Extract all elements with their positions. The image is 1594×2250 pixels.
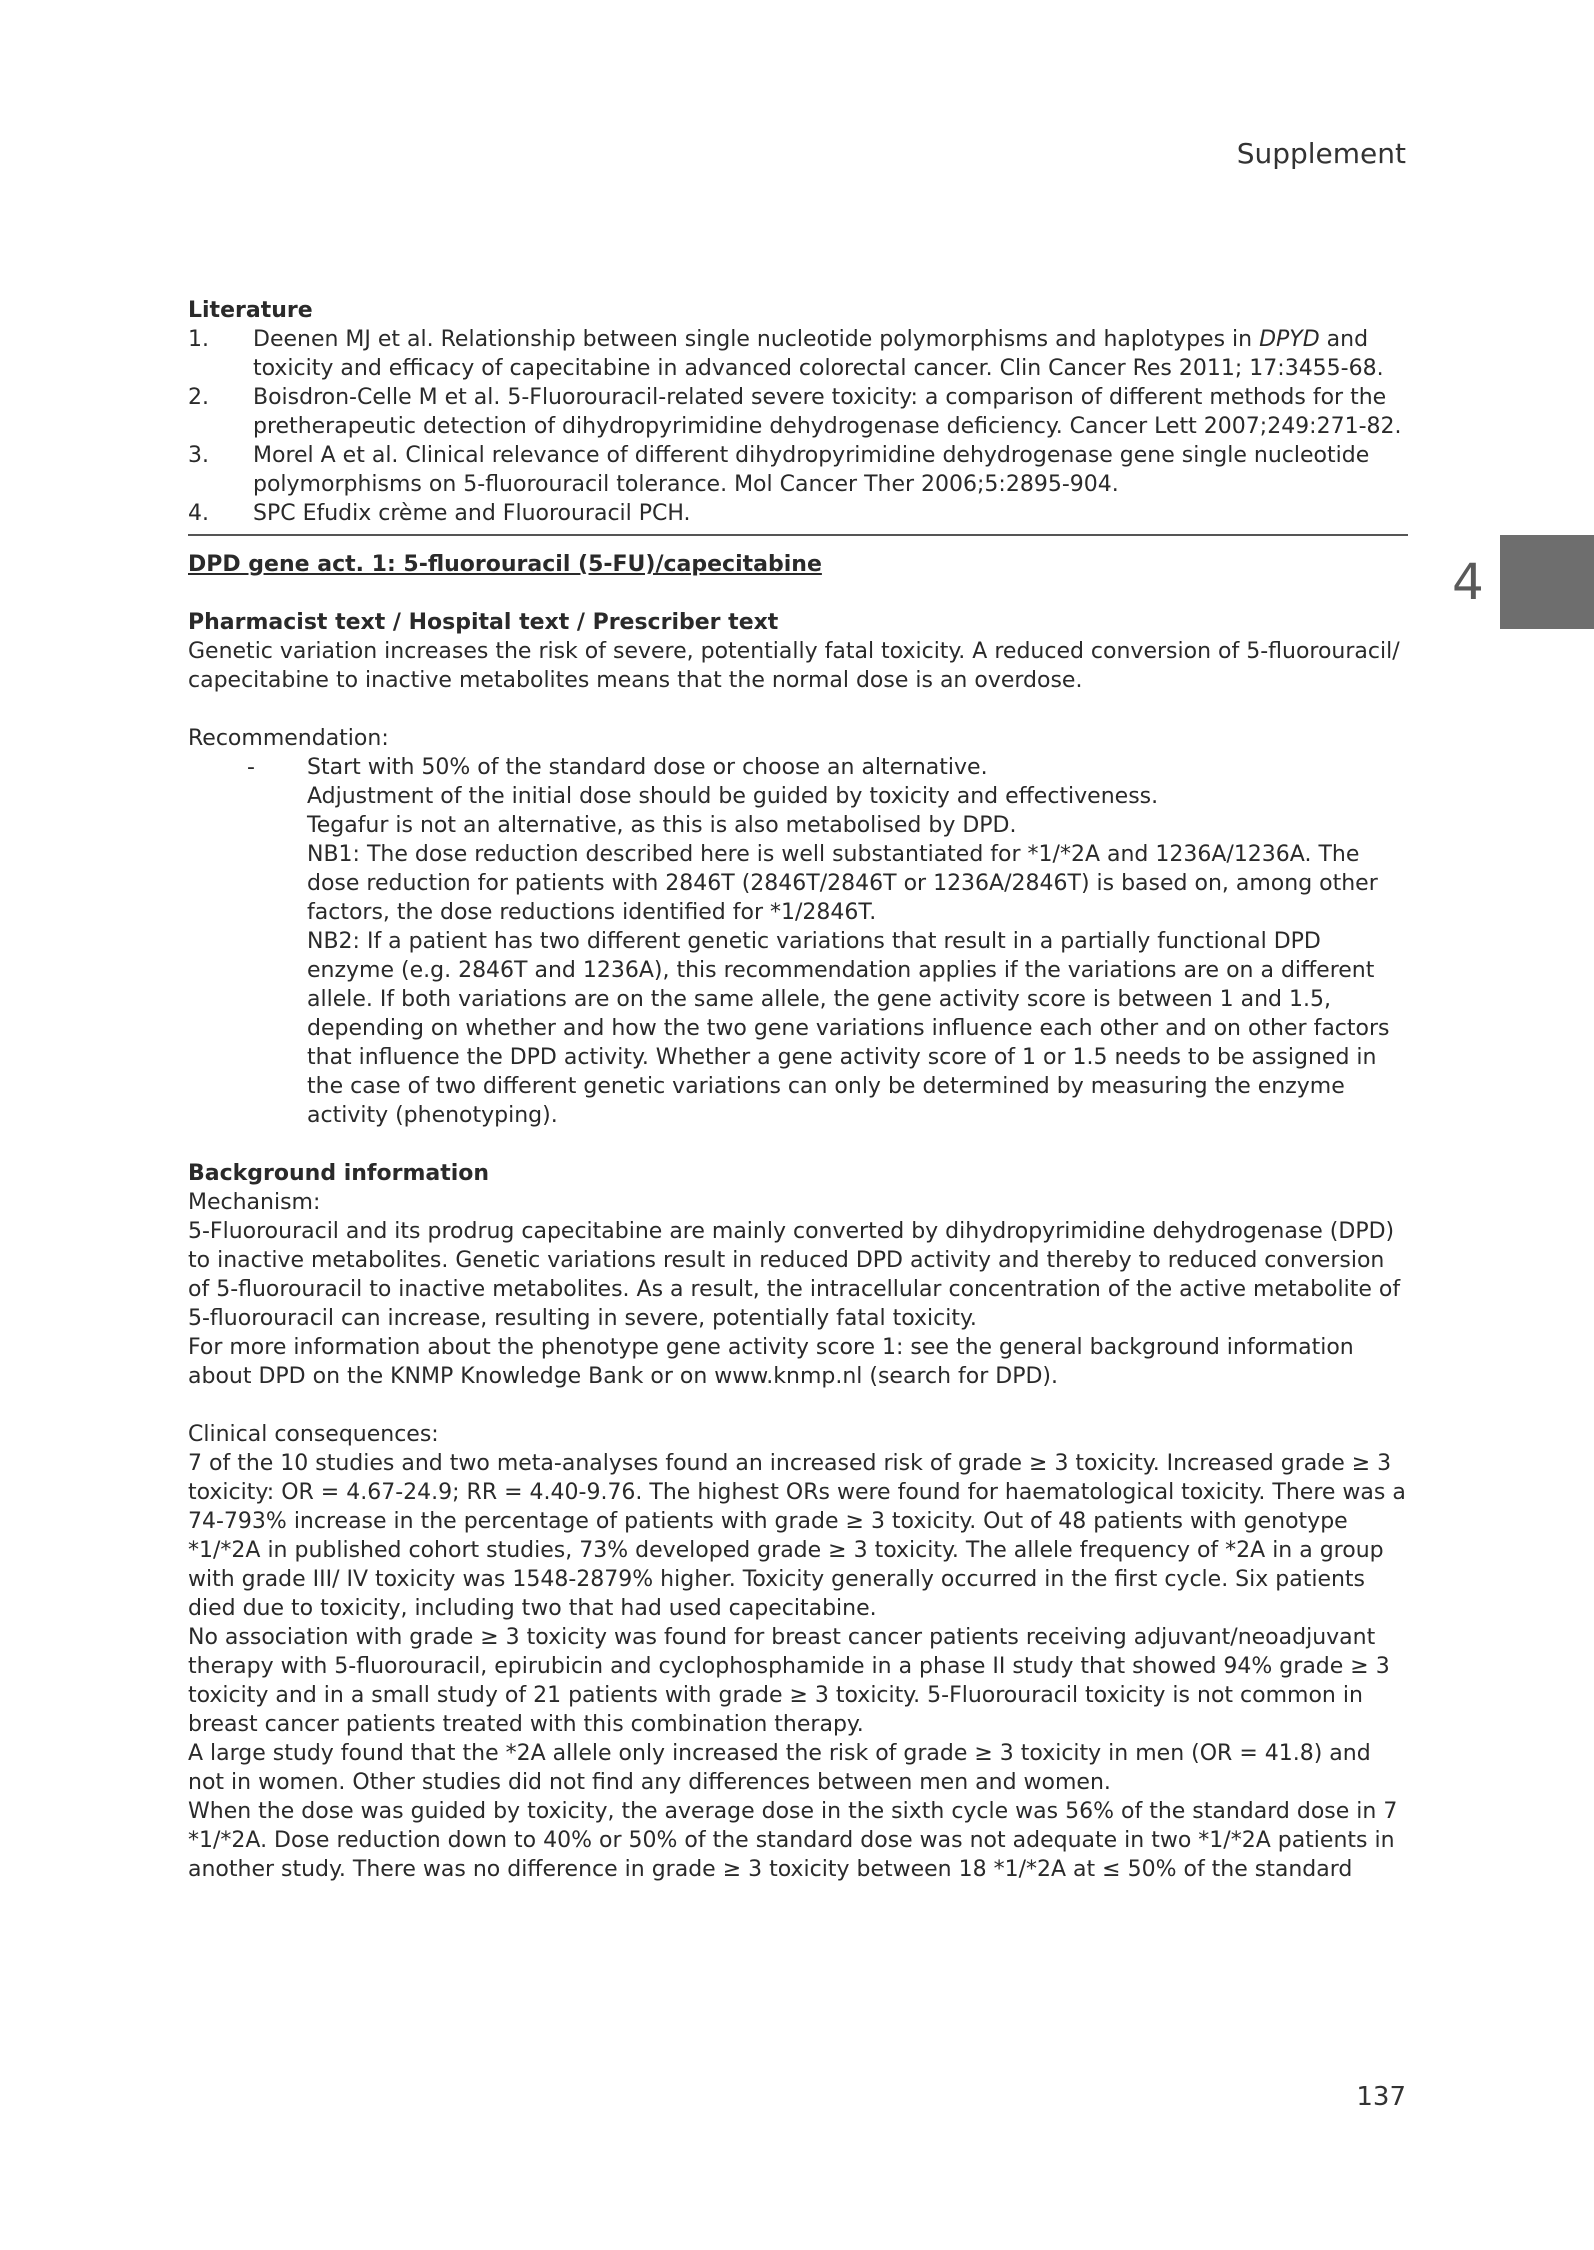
list-item-number: 4. bbox=[188, 501, 209, 526]
literature-heading: Literature bbox=[188, 298, 313, 323]
running-header: Supplement bbox=[1236, 137, 1406, 170]
list-item-number: 3. bbox=[188, 443, 209, 468]
recommendation-line: Tegafur is not an alternative, as this is also metabolised by DPD. bbox=[307, 813, 1017, 838]
recommendation-line: NB2: If a patient has two different genetic variations that result in a partially functional DPD enzyme (e.g. 2846T and 1236A), this recommendation applies if the variations are on a different allele. If both variations are on the same allele, the gene activity score is between 1 and 1.5, depending on whether and how the two gene variations influence each other and on other factors that influence the DPD activity. Whether a gene activity score of 1 or 1.5 needs to be assigned in the case of two different genetic variations can only be determined by measuring the enzyme activity (phenotyping). bbox=[307, 929, 1390, 1128]
list-item bbox=[188, 499, 1408, 528]
pharmacist-text: Genetic variation increases the risk of severe, potentially fatal toxicity. A reduced conversion of 5-fluorouracil/ capecitabine to inactive metabolites means that the normal dose is an overdose. bbox=[188, 639, 1400, 693]
recommendation-item bbox=[188, 753, 1408, 1130]
mechanism-label: Mechanism: bbox=[188, 1190, 321, 1215]
recommendation-lines bbox=[307, 753, 1408, 1130]
literature-list bbox=[188, 325, 1408, 528]
clinical-paragraph: A large study found that the *2A allele only increased the risk of grade ≥ 3 toxicity in men (OR = 41.8) and not in women. Other studies did not find any differences between men and women. bbox=[188, 1741, 1371, 1795]
recommendation-line: Adjustment of the initial dose should be guided by toxicity and effectiveness. bbox=[307, 784, 1159, 809]
clinical-paragraph: 7 of the 10 studies and two meta-analyses found an increased risk of grade ≥ 3 toxicity. Increased grade ≥ 3 toxicity: OR = 4.67-24.9; RR = 4.40-9.76. The highest ORs were found for haematological toxicity. There was a 74-793% increase in the percentage of patients with grade ≥ 3 toxicity. Out of 48 patients with genotype *1/*2A in published cohort studies, 73% developed grade ≥ 3 toxicity. The allele frequency of *2A in a group with grade III/ IV toxicity was 1548-2879% higher. Toxicity generally occurred in the first cycle. Six patients died due to toxicity, including two that had used capecitabine. bbox=[188, 1451, 1406, 1621]
section-title: DPD gene act. 1: 5-fluorouracil (5-FU)/capecitabine bbox=[188, 552, 822, 577]
page-content bbox=[188, 296, 1408, 1884]
recommendation-line: Start with 50% of the standard dose or choose an alternative. bbox=[307, 755, 988, 780]
clinical-paragraph: No association with grade ≥ 3 toxicity was found for breast cancer patients receiving adjuvant/neoadjuvant therapy with 5-fluorouracil, epirubicin and cyclophosphamide in a phase II study that showed 94% grade ≥ 3 toxicity and in a small study of 21 patients with grade ≥ 3 toxicity. 5-Fluorouracil toxicity is not common in breast cancer patients treated with this combination therapy. bbox=[188, 1625, 1390, 1737]
recommendation-label: Recommendation: bbox=[188, 726, 389, 751]
clinical-paragraph: When the dose was guided by toxicity, the average dose in the sixth cycle was 56% of the standard dose in 7 *1/*2A. Dose reduction down to 40% or 50% of the standard dose was not adequate in two *1/*2A patients in another study. There was no difference in grade ≥ 3 toxicity between 18 *1/*2A at ≤ 50% of the standard bbox=[188, 1799, 1398, 1882]
page-number: 137 bbox=[1356, 2082, 1406, 2112]
recommendation-line: NB1: The dose reduction described here is well substantiated for *1/*2A and 1236A/1236A. The dose reduction for patients with 2846T (2846T/2846T or 1236A/2846T) is based on, among other factors, the dose reductions identified for *1/2846T. bbox=[307, 842, 1378, 925]
pharmacist-heading: Pharmacist text / Hospital text / Prescriber text bbox=[188, 610, 779, 635]
reference-text: Boisdron-Celle M et al. 5-Fluorouracil-related severe toxicity: a comparison of different methods for the pretherapeutic detection of dihydropyrimidine dehydrogenase deficiency. Cancer Lett 2007;249:271-82. bbox=[253, 385, 1402, 439]
mechanism-text: 5-Fluorouracil and its prodrug capecitabine are mainly converted by dihydropyrimidine dehydrogenase (DPD) to inactive metabolites. Genetic variations result in reduced DPD activity and thereby to reduced conversion of 5-fluorouracil to inactive metabolites. As a result, the intracellular concentration of the active metabolite of 5-fluorouracil can increase, resulting in severe, potentially fatal toxicity. bbox=[188, 1219, 1401, 1331]
chapter-tab-marker bbox=[1500, 535, 1594, 629]
list-item-number: 1. bbox=[188, 327, 209, 352]
reference-text: SPC Efudix crème and Fluorouracil PCH. bbox=[253, 501, 691, 526]
list-item-number: 2. bbox=[188, 385, 209, 410]
gene-name-italic: DPYD bbox=[1259, 327, 1320, 352]
background-heading: Background information bbox=[188, 1161, 490, 1186]
list-item bbox=[188, 383, 1408, 441]
clinical-label: Clinical consequences: bbox=[188, 1422, 439, 1447]
section-divider bbox=[188, 534, 1408, 536]
reference-text: Morel A et al. Clinical relevance of different dihydropyrimidine dehydrogenase gene single nucleotide polymorphisms on 5-fluorouracil tolerance. Mol Cancer Ther 2006;5:2895-904. bbox=[253, 443, 1370, 497]
chapter-number: 4 bbox=[1452, 553, 1484, 611]
reference-text: Deenen MJ et al. Relationship between single nucleotide polymorphisms and haplotypes in DPYD and toxicity and efficacy of capecitabine in advanced colorectal cancer. Clin Cancer Res 2011; 17:3455-68. bbox=[253, 327, 1384, 381]
more-info-text: For more information about the phenotype gene activity score 1: see the general background information about DPD on the KNMP Knowledge Bank or on www.knmp.nl (search for DPD). bbox=[188, 1335, 1354, 1389]
list-item bbox=[188, 441, 1408, 499]
list-item bbox=[188, 325, 1408, 383]
list-dash: - bbox=[247, 755, 255, 780]
